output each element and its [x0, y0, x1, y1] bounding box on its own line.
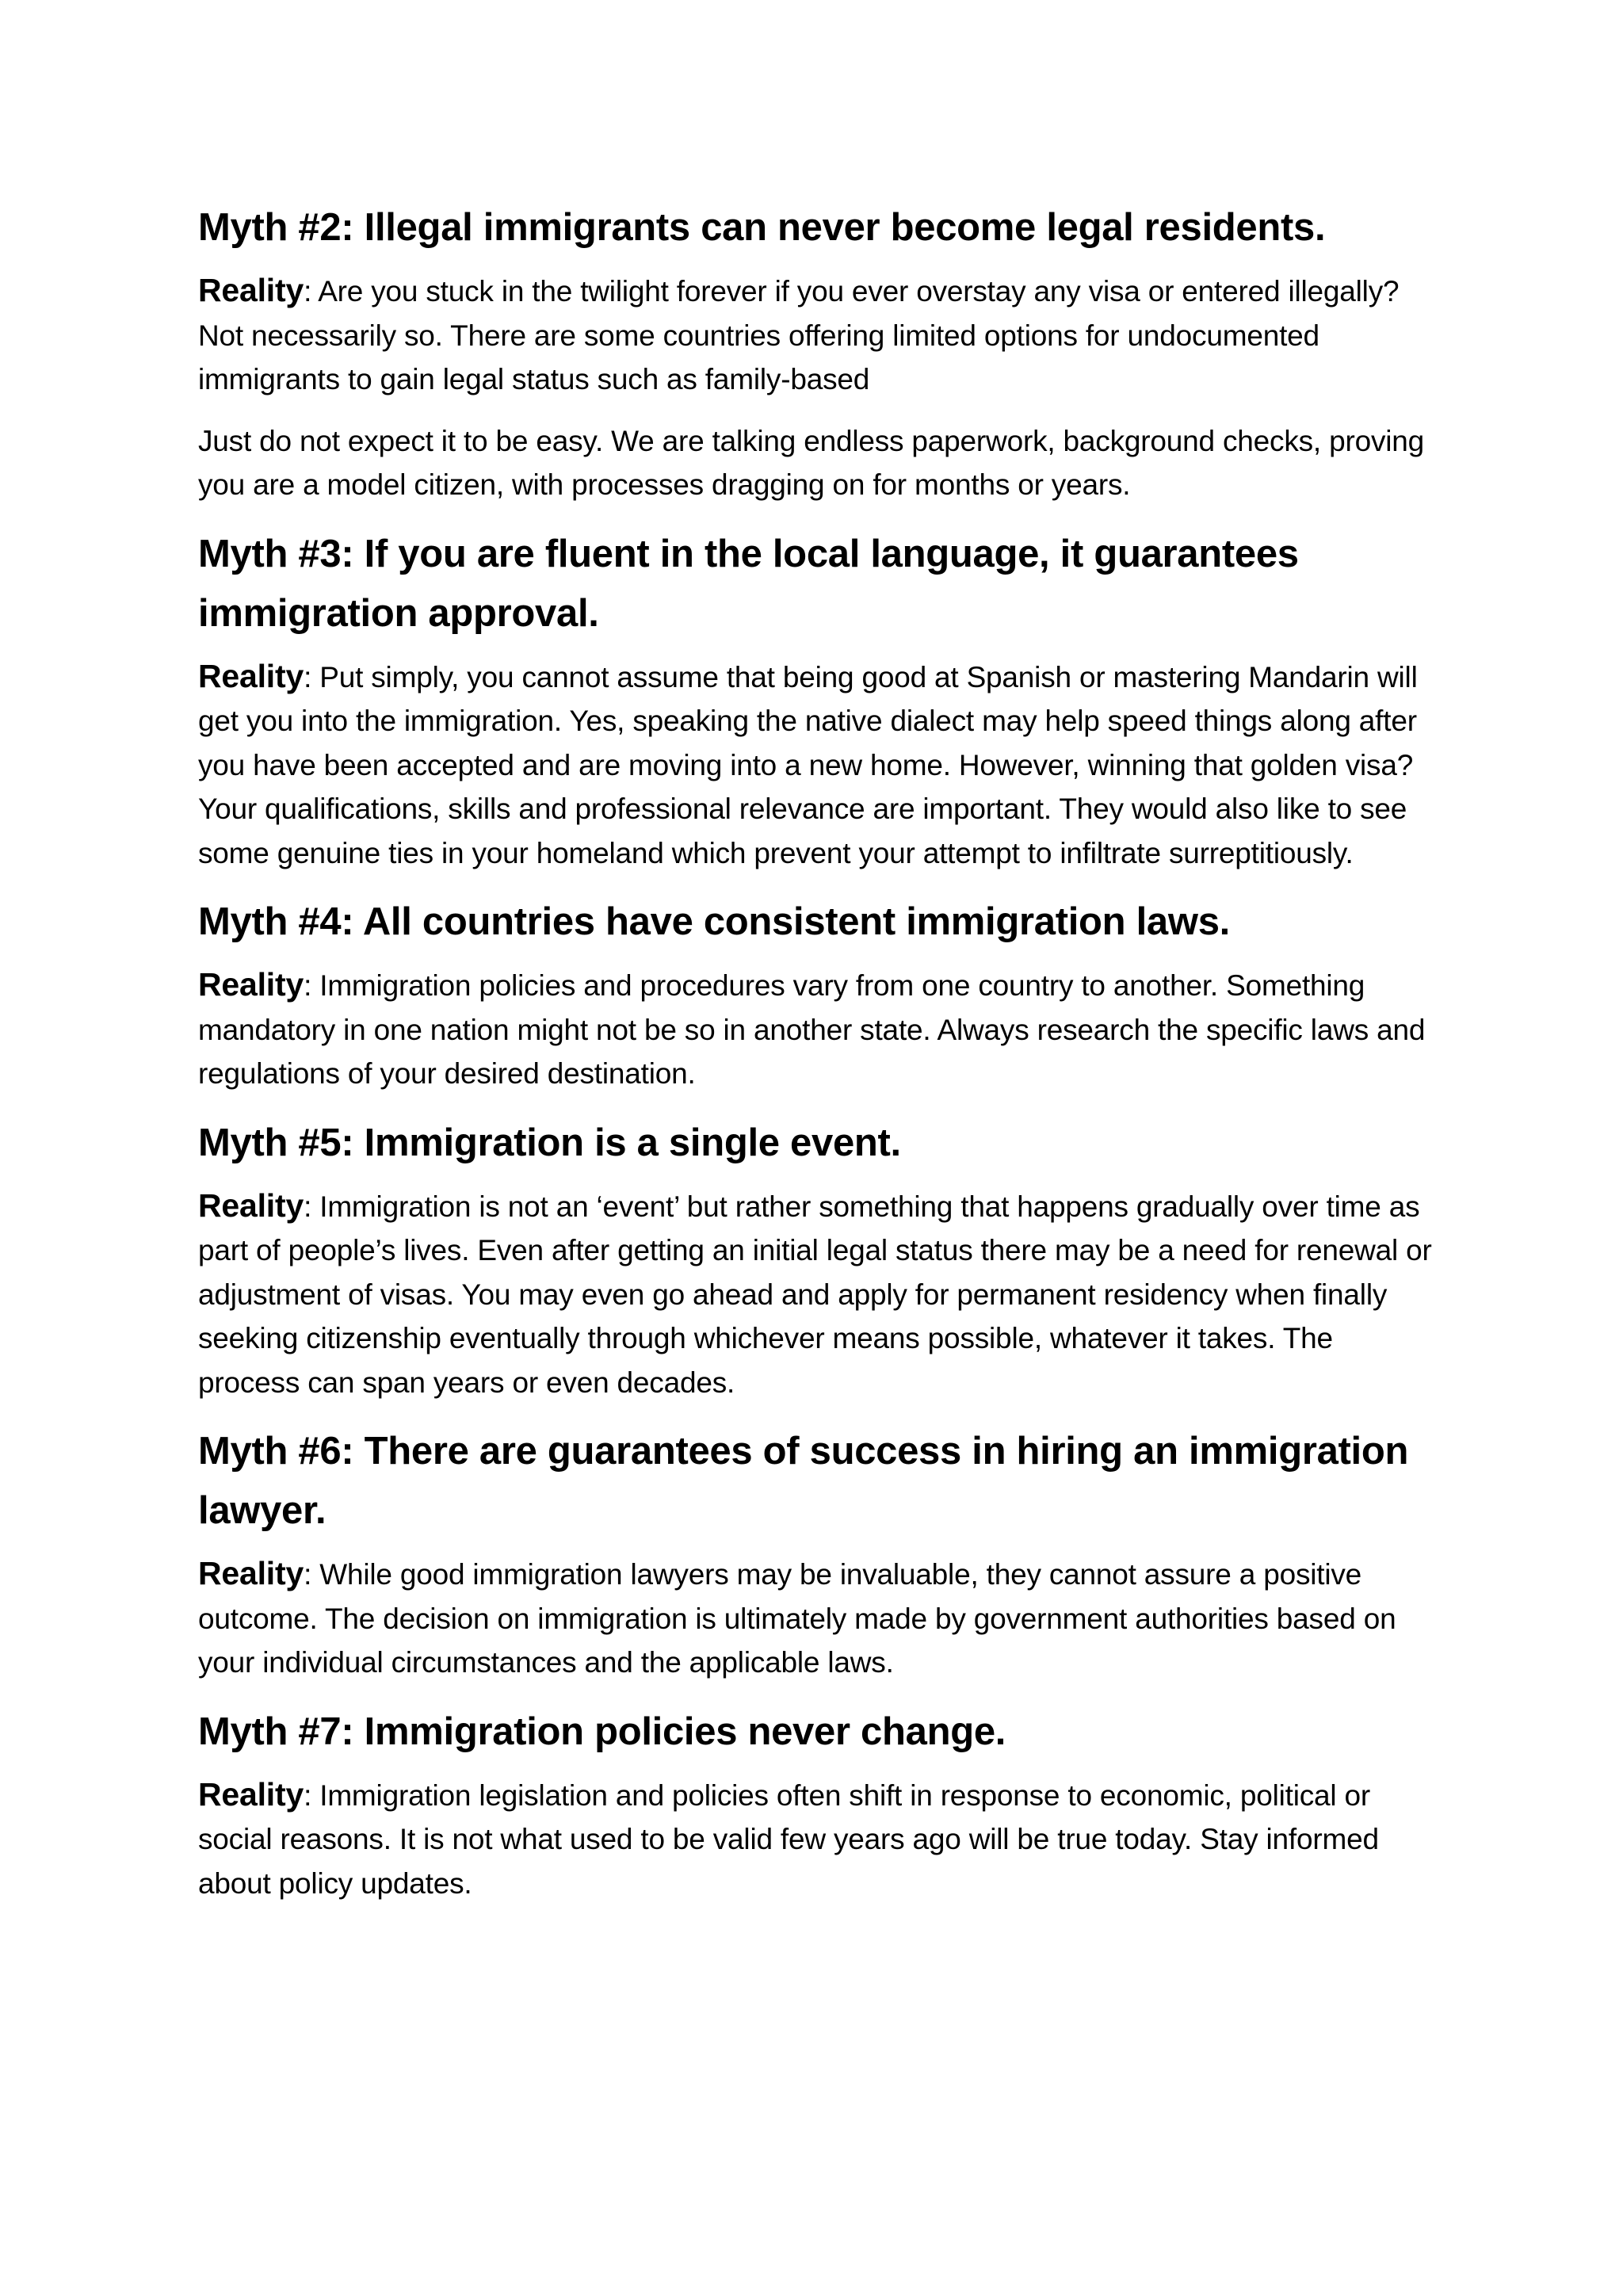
label-separator: : — [304, 1558, 320, 1591]
paragraph-text: Put simply, you cannot assume that being good at Spanish or mastering Mandarin will get you into the immigration. Yes, speaking the native dialect may help speed things along after you have been accepted and are moving into a new home. However, winning that golden visa? Your qualifications, skills and professional relevance are important. They would also like to see some genuine ties in your homeland which prevent your attempt to infiltrate surreptitiously. — [198, 660, 1418, 869]
reality-label: Reality — [198, 1186, 304, 1224]
section-heading: Myth #4: All countries have consistent immigration laws. — [198, 900, 1230, 943]
myth-section-7 — [198, 1702, 1434, 1906]
paragraph — [198, 1773, 1434, 1906]
reality-label: Reality — [198, 966, 304, 1003]
paragraph-text: Immigration legislation and policies often shift in response to economic, political or social reasons. It is not what used to be valid few years ago will be true today. Stay informed about policy updates. — [198, 1778, 1379, 1900]
section-heading: Myth #7: Immigration policies never change. — [198, 1710, 1006, 1753]
reality-label: Reality — [198, 1555, 304, 1591]
paragraph — [198, 1552, 1434, 1685]
section-heading: Myth #6: There are guarantees of success in hiring an immigration lawyer. — [198, 1430, 1409, 1532]
document-page — [198, 198, 1434, 1923]
label-separator: : — [304, 275, 319, 308]
reality-label: Reality — [198, 272, 304, 308]
paragraph — [198, 419, 1434, 507]
section-heading: Myth #2: Illegal immigrants can never become legal residents. — [198, 206, 1326, 249]
section-heading: Myth #5: Immigration is a single event. — [198, 1121, 901, 1164]
paragraph-text: Are you stuck in the twilight forever if you ever overstay any visa or entered illegally? Not necessarily so. There are some countries offering limited options for undocumented immigrants to gain legal status such as family-based — [198, 275, 1400, 395]
paragraph — [198, 655, 1434, 876]
paragraph-text: Immigration is not an ‘event’ but rather something that happens gradually over time as part of people’s lives. Even after getting an initial legal status there may be a need for renewal or adjustment of visas. You may even go ahead and apply for permanent residency when finally seeking citizenship eventually through whichever means possible, whatever it takes. The process can span years or even decades. — [198, 1190, 1432, 1399]
reality-label: Reality — [198, 1775, 304, 1813]
paragraph-text: Just do not expect it to be easy. We are talking endless paperwork, background checks, proving you are a model citizen, with processes dragging on for months or years. — [198, 424, 1425, 501]
myth-section-2 — [198, 198, 1434, 507]
myth-section-5 — [198, 1114, 1434, 1405]
paragraph — [198, 963, 1434, 1096]
label-separator: : — [304, 969, 320, 1002]
label-separator: : — [304, 660, 320, 693]
label-separator: : — [304, 1190, 320, 1223]
myth-section-4 — [198, 892, 1434, 1096]
myth-section-6 — [198, 1422, 1434, 1685]
label-separator: : — [304, 1778, 320, 1812]
paragraph — [198, 1184, 1434, 1405]
reality-label: Reality — [198, 657, 304, 694]
paragraph-text: While good immigration lawyers may be invaluable, they cannot assure a positive outcome. The decision on immigration is ultimately made by government authorities based on your individual circumstances and the applicable laws. — [198, 1558, 1396, 1679]
paragraph — [198, 269, 1434, 402]
myth-section-3 — [198, 525, 1434, 876]
section-heading: Myth #3: If you are fluent in the local language, it guarantees immigration approval. — [198, 532, 1299, 635]
paragraph-text: Immigration policies and procedures vary from one country to another. Something mandatory in one nation might not be so in another state. Always research the specific laws and regulations of your desired destination. — [198, 969, 1426, 1090]
